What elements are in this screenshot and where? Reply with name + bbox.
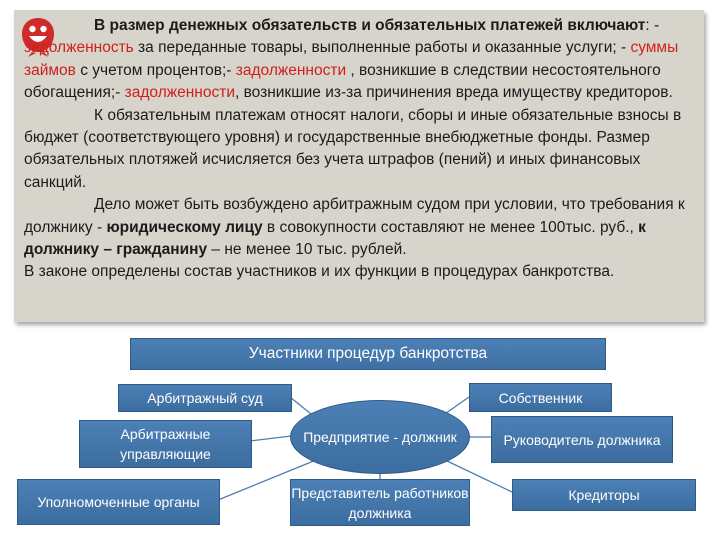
text-fragment: , возникшие в следствии несостоятельного обогащения;- [24,61,661,102]
node-owner: Собственник [469,383,612,412]
node-debtor-enterprise: Предприятие - должник [290,400,470,474]
text-fragment: – не менее 10 тыс. рублей. [207,241,407,259]
text-fragment: Дело может быть возбуждено арбитражным судом при условии, что требования к должнику - [24,196,685,236]
node-arbitration-managers: Арбитражные управляющие [79,420,252,468]
participants-title: Участники процедур банкротства [130,338,606,370]
highlight-debts-2: задолженности [124,84,235,102]
node-authorized-bodies: Уполномоченные органы [17,479,220,525]
connector-arbitration-managers [250,436,291,441]
node-employees-representative: Представитель работников должника [290,479,470,526]
node-arbitration-court: Арбитражный суд [118,384,292,412]
legal-entity-emphasis: юридическому лицу [106,218,263,236]
text-fragment: с учетом процентов;- [75,61,236,79]
text-fragment: за переданные товары, выполненные работы и оказанные услуги; - [133,39,631,57]
obligations-lead: В размер денежных обязательств и обязательных платежей включают [94,17,646,34]
highlight-loans: суммы займов [24,39,679,79]
paragraph-participants: В законе определены состав участников и их функции в процедурах банкротства. [24,263,615,281]
citizen-emphasis: к должнику – гражданину [24,218,646,259]
node-debtor-head: Руководитель должника [491,416,673,463]
text-fragment: , возникшие из-за причинения вреда имуществу кредиторов. [234,84,673,102]
paragraph-mandatory-payments: К обязательным платежам относят налоги, сборы и иные обязательные взносы в бюджет (соответствующего уровня) и государственные внебюджетные фонды. Размер обязательных плотяжей исчисляется без учета штрафов (пений) и иных финансовых санкций. [24,106,682,191]
text-fragment: в совокупности составляют не менее 100тыс. руб., [262,218,639,236]
node-creditors: Кредиторы [512,479,696,511]
highlight-debts-1: задолженности [235,61,347,79]
highlight-debt: задолженность [24,39,134,57]
text-fragment: : - [645,17,660,34]
